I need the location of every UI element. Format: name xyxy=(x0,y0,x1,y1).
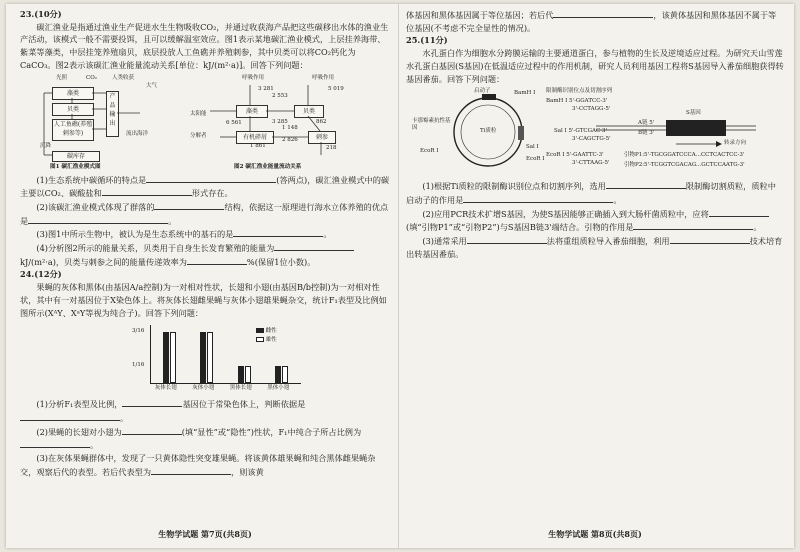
figure-1-2 xyxy=(20,75,390,171)
x-tick-label: 灰体小翅 xyxy=(192,385,215,392)
fig2-producer: 藻类 xyxy=(236,105,268,118)
page-fold xyxy=(398,4,399,548)
fig2-org: 有机碎屑 xyxy=(236,131,274,144)
chart-legend xyxy=(256,327,277,345)
fig2-v1: 3 281 xyxy=(258,85,274,92)
footer-page-7: 生物学试题 第7页(共8页) xyxy=(158,528,252,539)
site-sali-top: Sal I 5'-GTCGAC-3' xyxy=(554,128,608,135)
q24-s1-blank-2[interactable] xyxy=(20,411,120,421)
fig1-caption: 图1 碳汇渔业模式图 xyxy=(50,163,101,170)
q23-s1 xyxy=(20,173,390,200)
y-tick-3-16: 3/16 xyxy=(132,328,145,335)
bar-male-1 xyxy=(207,332,213,383)
page-8 xyxy=(406,4,784,548)
fig2-v9: 1 148 xyxy=(282,124,298,131)
cont-text-b: ，该黄体基因和黑体基因不属于等位基因(不考虑不完全显性的情况)。 xyxy=(406,10,777,33)
q23-s2-text-a: (2)该碳汇渔业模式体现了群落的 xyxy=(36,201,155,212)
fig1-products: 产品 输出 xyxy=(106,91,119,137)
q24-s1-text-c: 。 xyxy=(120,412,129,423)
q24-s3-continued xyxy=(406,8,784,34)
plasmid-ecori-left: EcoR I xyxy=(420,148,439,155)
legend-male xyxy=(256,336,277,345)
q25-s3 xyxy=(406,234,784,260)
fig1-sun: 光照 xyxy=(56,74,68,81)
fig2-v5: 3 285 xyxy=(272,118,288,125)
transcription-label: 转录方向 xyxy=(724,140,747,147)
legend-male-swatch xyxy=(256,337,264,342)
chart-plot-area xyxy=(150,325,301,384)
q25-s1-blank-1[interactable] xyxy=(606,179,686,189)
footer-page-8: 生物学试题 第8页(共8页) xyxy=(548,528,642,539)
q24-s1-blank-1[interactable] xyxy=(122,397,182,407)
plasmid-promoter: 启动子 xyxy=(474,88,491,95)
q25-s3-text-b: 法将重组质粒导入番茄细胞，利用 xyxy=(546,236,670,247)
fig2-arrows xyxy=(180,75,360,165)
fig2-v6: 862 xyxy=(316,118,327,125)
q25-heading: 25.(11分) xyxy=(406,35,448,46)
q24-s1 xyxy=(20,397,390,424)
q25-s3-text-a: (3)通常采用 xyxy=(422,236,467,247)
fig1-human: 人类收获 xyxy=(112,74,135,81)
q23-s4-text-a: (4)分析图2所示的能量关系，贝类用于自身生长发育繁殖的能量为 xyxy=(36,243,275,254)
bar-female-2 xyxy=(238,366,244,383)
q25-s2-blank-1[interactable] xyxy=(709,207,769,217)
fig2-v10: 218 xyxy=(326,144,337,151)
fig2-cucumber: 刺参 xyxy=(308,131,336,144)
q23-s1-text-c: 形式存在。 xyxy=(191,188,233,199)
q23-s4-text-b: kJ/(m²·a)，贝类与刺参之间的能量传递效率为 xyxy=(20,256,187,267)
q24-s2-blank-1[interactable] xyxy=(122,425,182,435)
q25-s2-blank-2[interactable] xyxy=(633,220,753,230)
bar-female-0 xyxy=(163,332,169,383)
q24-s3-text-b: ，则该黄 xyxy=(231,466,264,477)
q24-s3-text-a: (3)在灰体果蝇群体中，发现了一只黄体隐性突变雄果蝇。将该黄体雄果蝇和纯合黑体雌果蝇杂交，观察后代的表型。若后代表型为 xyxy=(20,453,376,477)
q24-s1-text-b: 基因位于常染色体上，判断依据是 xyxy=(182,399,306,410)
page-7 xyxy=(20,4,390,548)
fig1-reef: 人工鱼礁(养殖刺参等) xyxy=(52,119,94,141)
q23-s2-blank-2[interactable] xyxy=(28,214,168,224)
sites-title: 限制酶识别位点及切割序列 xyxy=(546,88,613,95)
fig2-v4: 6 561 xyxy=(226,119,242,126)
fig1-arrows xyxy=(20,75,170,165)
q24-intro: 果蝇的灰体和黑体(由基因A/a控制)为一对相对性状，长翅和小翅(由基因B/b控制)为一对相对性状，其中有一对基因位于X染色体上。将灰体长翅雌果蝇与灰体小翅雄果蝇杂交，统计F₁表型及比例如图所示(XᴬY、XᵃY等视为纯合子)。回答下列问题： xyxy=(20,282,387,318)
fig1-shell: 贝类 xyxy=(52,103,94,116)
fig2-resp1: 呼吸作用 xyxy=(242,74,265,81)
q24-s3 xyxy=(20,452,390,478)
q23-s3 xyxy=(20,227,390,241)
fig2-sunlight: 太阳能 xyxy=(190,110,207,117)
fig2-v2: 2 553 xyxy=(272,92,288,99)
q23-s2-blank-1[interactable] xyxy=(154,200,224,210)
q24-s2-text-b: (填“显性”或“隐性”)性状，F₁中纯合子所占比例为 xyxy=(181,426,362,437)
q24-s2-blank-2[interactable] xyxy=(20,438,90,448)
b-chain-label: B链 3' xyxy=(638,130,655,137)
primer-p1: 引物P1:5'-TGCGGATCCCA...CCTCACTCC-3' xyxy=(624,152,745,159)
primer-p2: 引物P2:5'-TCGGTCGACAG...GCTCCAATG-3' xyxy=(624,162,745,169)
site-ecori-top: EcoR I 5'-GAATTC-3' xyxy=(546,152,604,159)
a-chain-label: A链 5' xyxy=(638,120,655,127)
q25-s2-text-b: (填“引物P1”或“引物P2”)与S基因B链3'端结合。引物的作用是 xyxy=(406,222,634,233)
plasmid-figure xyxy=(406,88,784,176)
y-tick-1-16: 1/16 xyxy=(132,362,145,369)
q23-s4-text-c: %(保留1位小数)。 xyxy=(246,256,316,267)
bar-female-1 xyxy=(200,332,206,383)
plasmid-sali: Sal I xyxy=(526,144,539,151)
plasmid-ti: Ti质粒 xyxy=(480,128,497,135)
cont-text-a: 体基因和黑体基因属于等位基因；若后代 xyxy=(406,10,554,20)
fig2-shell: 贝类 xyxy=(294,105,324,118)
q25-s1-blank-2[interactable] xyxy=(463,193,613,203)
exam-sheet xyxy=(6,4,794,548)
q24-s2-text-c: 。 xyxy=(90,440,99,451)
fig1-deposit: 碳库存 xyxy=(52,151,100,162)
q25-s2-text-c: 。 xyxy=(753,222,762,233)
q24-heading: 24.(12分) xyxy=(20,269,62,280)
site-bamhi-top: BamH I 5'-GGATCC-3' xyxy=(546,98,608,105)
x-tick-label: 灰体长翅 xyxy=(154,385,177,392)
q25-s2-text-a: (2)应用PCR技术扩增S基因，为使S基因能够正确插入到大肠杆菌质粒中，应将 xyxy=(422,208,709,219)
bar-male-0 xyxy=(170,332,176,383)
fig1-air: 大气 xyxy=(146,82,158,89)
q23-s2 xyxy=(20,200,390,227)
bar-female-3 xyxy=(275,366,281,383)
plasmid-ecori-right: EcoR I xyxy=(526,156,545,163)
q23-s2-text-b: 结构，依据这一原理进行海水立体养殖的优点是 xyxy=(20,201,389,226)
q23-s4-blank-1[interactable] xyxy=(274,241,354,251)
q25-intro: 水孔蛋白作为细胞水分跨膜运输的主要通道蛋白，参与植物的生长及逆境适应过程。为研究天山雪莲水孔蛋白基因(S基因)在低温适应过程中的作用机制，研究人员利用基因工程将S基因导入番茄细胞获得转基因番茄。回答下列问题： xyxy=(406,48,784,84)
q24-s2-text-a: (2)果蝇的长翅对小翅为 xyxy=(36,426,122,437)
fig2-resp2: 呼吸作用 xyxy=(312,74,335,81)
fig2-v7: 1 861 xyxy=(250,142,266,149)
q23-s4-blank-2[interactable] xyxy=(187,255,247,265)
q25-s2 xyxy=(406,207,784,234)
legend-female-swatch xyxy=(256,328,264,333)
q23-heading: 23.(10分) xyxy=(20,9,62,19)
q23-s1-text-b: (答两点)，碳汇渔业模式中的碳主要以CO₂、碳酸盐和 xyxy=(20,174,390,199)
q23-s1-text-a: (1)生态系统中碳循环的特点是 xyxy=(36,174,147,185)
s-gene-label: S基因 xyxy=(686,110,701,117)
q25-s1-text-b: 限制酶切割质粒，质粒中启动子的作用是 xyxy=(406,181,776,205)
q25-s1 xyxy=(406,179,784,206)
fig1-co2: CO₂ xyxy=(86,74,97,81)
fig1-algae: 藻类 xyxy=(52,87,94,100)
x-tick-label: 黑体小翅 xyxy=(267,385,290,392)
fig2-caption: 图2 碳汇渔业能量流动关系 xyxy=(234,163,302,170)
q24-s3-blank[interactable] xyxy=(151,465,231,475)
bar-male-2 xyxy=(245,366,251,383)
q25-s3-blank-2[interactable] xyxy=(670,234,750,244)
q24-s1-text-a: (1)分析F₁表型及比例， xyxy=(36,399,123,410)
q23-intro: 碳汇渔业是指通过渔业生产促进水生生物吸收CO₂，并通过收获海产品把这些碳移出水体的渔业生产活动，该模式一般不需要投饵，且可以缓解温室效应。图1表示某地碳汇渔业模式，上层挂养海带、紫菜等藻类，中层挂笼养殖扇贝，底层投放人工鱼礁并养殖刺参，其中贝类可以将CO₂钙化为CaCO₃。图2表示该碳汇渔业能量流动关系[单位：kJ/(m²·a)]。回答下列问题： xyxy=(20,21,389,70)
plasmid-marker: 卡那霉素抗性基因 xyxy=(412,118,451,131)
q24-s2 xyxy=(20,425,390,452)
fig2-decomp: 分解者 xyxy=(190,132,207,139)
q25-s3-blank-1[interactable] xyxy=(467,234,547,244)
cont-blank[interactable] xyxy=(553,8,653,18)
q25-s1-text-a: (1)根据Ti质粒的限制酶识别位点和切割序列，选用 xyxy=(422,181,606,192)
legend-female-label: 雌性 xyxy=(265,328,277,335)
fig2-v8: 2 826 xyxy=(282,136,298,143)
fig1-outflow: 流出海洋 xyxy=(126,130,149,137)
q25-s3-text-c: 技术培育出转基因番茄。 xyxy=(406,236,783,259)
legend-female xyxy=(256,327,277,336)
q23-s3-blank[interactable] xyxy=(233,227,323,237)
f1-bar-chart xyxy=(20,323,390,395)
site-ecori-bottom: 3'-CTTAAG-5' xyxy=(572,160,610,167)
q23-s2-text-c: 。 xyxy=(168,215,177,226)
q23-s1-blank-2[interactable] xyxy=(102,186,192,196)
x-tick-label: 黑体长翅 xyxy=(229,385,252,392)
q23-s3-text-b: 。 xyxy=(323,229,332,240)
q23-s4 xyxy=(20,241,390,268)
q23-s1-blank-1[interactable] xyxy=(146,173,276,183)
legend-male-label: 雄性 xyxy=(265,337,277,344)
site-bamhi-bottom: 3'-CCTAGG-5' xyxy=(572,106,611,113)
site-sali-bottom: 3'-CAGCTG-5' xyxy=(572,136,611,143)
fig2-v3: 5 019 xyxy=(328,85,344,92)
bar-male-3 xyxy=(282,366,288,383)
plasmid-bamhi: BamH I xyxy=(514,90,536,97)
fig1-sink: 沉降 xyxy=(40,142,52,149)
q23-s3-text-a: (3)图1中所示生物中，被认为是生态系统中的基石的是 xyxy=(36,229,234,240)
q25-s1-text-c: 。 xyxy=(613,194,622,205)
